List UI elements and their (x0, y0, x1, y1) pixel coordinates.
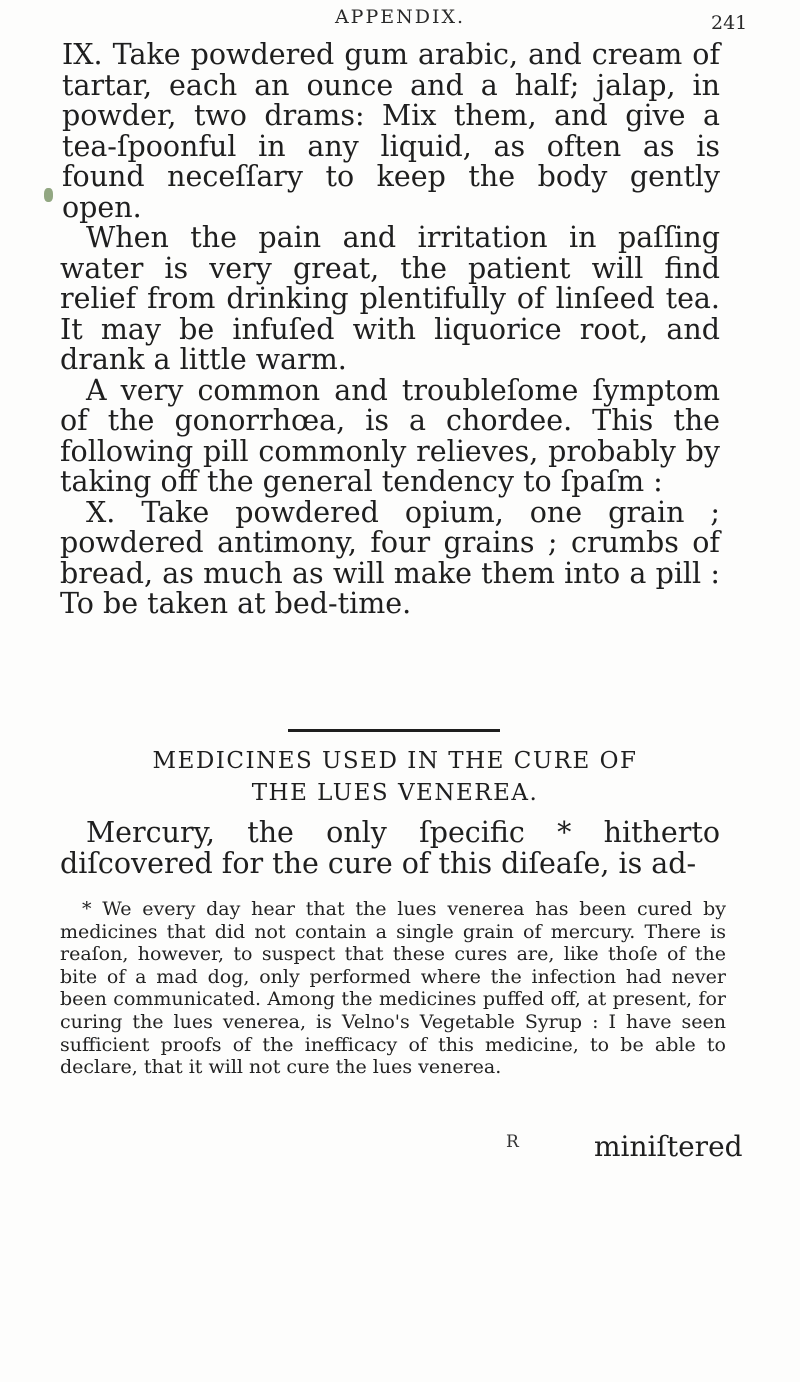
paragraph-mercury: Mercury, the only ſpecific * hitherto diſcovered for the cure of this diſeaſe, is ad- (60, 816, 720, 880)
signature-mark: R (506, 1132, 519, 1152)
paragraph-recipe-x: X. Take powdered opium, one grain ; powdered antimony, four grains ; crumbs of bread, as much as will make them into a pill : To be taken at bed-time. (60, 495, 720, 620)
section-heading (60, 745, 730, 809)
section-heading-line-2: THE LUES VENEREA. (251, 780, 539, 806)
ink-stain (44, 188, 53, 202)
running-title: APPENDIX. (334, 6, 466, 28)
main-text (60, 40, 720, 620)
paragraph-linseed-tea: When the pain and irritation in paſſing water is very great, the patient will find relief from drinking plentifully of linſeed tea. It may be infuſed with liquorice root, and drank a little warm. (60, 221, 720, 376)
page-number: 241 (711, 12, 748, 34)
section-divider (288, 729, 500, 732)
catchword: miniſtered (594, 1130, 743, 1163)
paragraph-recipe-ix: IX. Take powdered gum arabic, and cream of tartar, each an ounce and a half; jalap, in powder, two drams: Mix them, and give a tea-ſpoonful in any liquid, as often as is found neceſſary to keep the body gently open. (62, 38, 720, 224)
section-text (60, 818, 720, 879)
paragraph-chordee: A very common and troubleſome ſymptom of the gonorrhœa, is a chordee. This the following pill commonly relieves, probably by taking off the general tendency to ſpaſm : (60, 373, 720, 498)
footnote-text: * We every day hear that the lues venerea has been cured by medicines that did not contain a single grain of mercury. There is reaſon, however, to suspect that these cures are, like thoſe of the bite of a mad dog, only performed where the infection had never been communicated. Among the medicines puffed off, at present, for curing the lues venerea, is Velno's Vegetable Syrup : I have seen sufficient proofs of the inefficacy of this medicine, to be able to declare, that it will not cure the lues venerea. (60, 898, 726, 1079)
section-heading-line-1: MEDICINES USED IN THE CURE OF (152, 748, 638, 774)
footnote (60, 898, 726, 1079)
